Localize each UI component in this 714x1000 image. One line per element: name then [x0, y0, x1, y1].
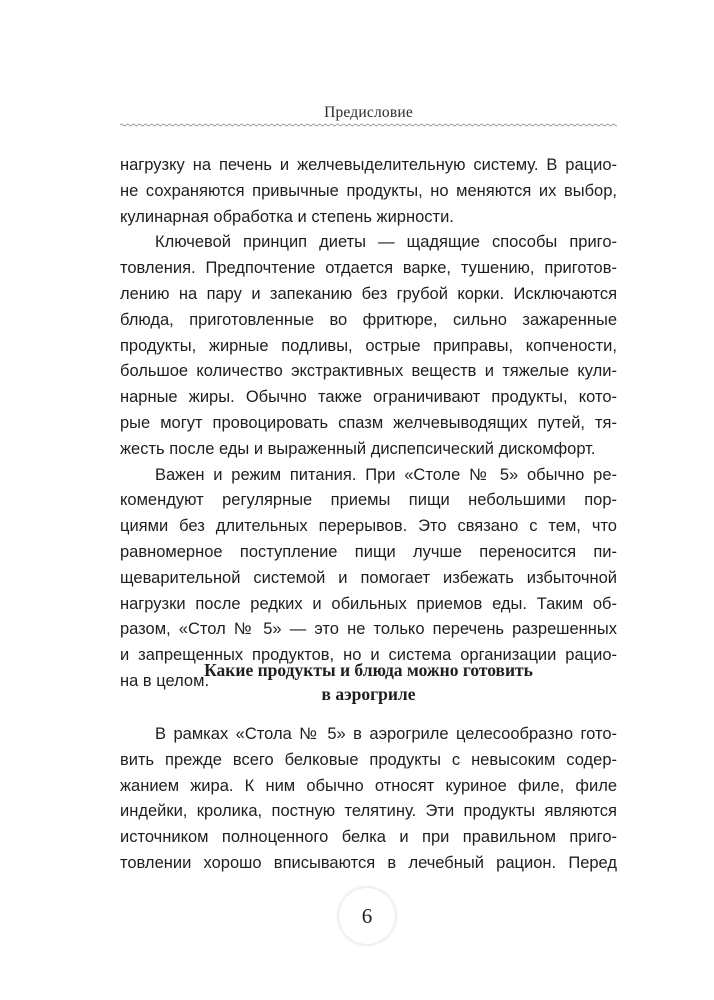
text-line: Важен и режим питания. При «Столе № 5» обычно ре- — [155, 465, 617, 484]
text-line: лению на пару и запеканию без грубой корки. Исключаются — [120, 284, 617, 303]
page-number: 6 — [361, 903, 373, 928]
text-line: равномерное поступление пищи лучше переносится пи- — [120, 542, 617, 561]
text-block-2 — [120, 722, 617, 877]
text-line: индейки, кролика, постную телятину. Эти продукты являются — [120, 802, 617, 821]
section-heading-line: в аэрогриле — [321, 684, 416, 704]
text-line: источником полноценного белка и при правильном приго- — [120, 828, 617, 847]
text-line: комендуют регулярные приемы пищи небольшими пор- — [120, 491, 617, 510]
text-line: жесть после еды и выраженный диспепсический дискомфорт. — [120, 439, 596, 458]
text-line: кулинарная обработка и степень жирности. — [120, 207, 454, 226]
text-line: вить прежде всего белковые продукты с невысоким содер- — [120, 750, 617, 769]
text-block-1 — [120, 153, 617, 695]
text-line: большое количество экстрактивных веществ и тяжелые кули- — [120, 362, 617, 381]
text-line: товлении хорошо вписываются в лечебный рацион. Перед — [120, 853, 617, 872]
text-line: Ключевой принцип диеты — щадящие способы приго- — [155, 233, 617, 252]
text-line: разом, «Стол № 5» — это не только перечень разрешенных — [120, 620, 617, 639]
text-line: жанием жира. К ним обычно относят куриное филе, филе — [120, 776, 617, 795]
text-line: циями без длительных перерывов. Это связано с тем, что — [120, 517, 617, 536]
text-line: блюда, приготовленные во фритюре, сильно зажаренные — [120, 310, 617, 329]
text-line: нагрузку на печень и желчевыделительную систему. В рацио- — [120, 156, 617, 174]
text-line: и запрещенных продуктов, но и система организации рацио- — [120, 646, 617, 665]
text-line: на в целом. — [120, 671, 210, 690]
text-line: продукты, жирные подливы, острые приправы, копчености, — [120, 336, 617, 355]
text-line: не сохраняются привычные продукты, но меняются их выбор, — [120, 181, 617, 200]
section-heading-line: Какие продукты и блюда можно готовить — [204, 660, 533, 680]
text-line: рые могут провоцировать спазм желчевыводящих путей, тя- — [120, 413, 617, 432]
text-line: щеварительной системой и помогает избежать избыточной — [120, 568, 617, 587]
decorative-wave-divider — [120, 121, 617, 129]
text-line: товления. Предпочтение отдается варке, тушению, приготов- — [120, 259, 617, 278]
text-line: В рамках «Стола № 5» в аэрогриле целесообразно гото- — [155, 725, 617, 743]
text-line: нагрузки после редких и обильных приемов еды. Таким об- — [120, 594, 617, 613]
wave-line — [120, 124, 617, 126]
text-line: нарные жиры. Обычно также ограничивают продукты, кото- — [120, 388, 617, 407]
section-heading — [120, 658, 617, 706]
running-header: Предисловие — [324, 104, 413, 121]
page-number-badge — [339, 888, 395, 944]
